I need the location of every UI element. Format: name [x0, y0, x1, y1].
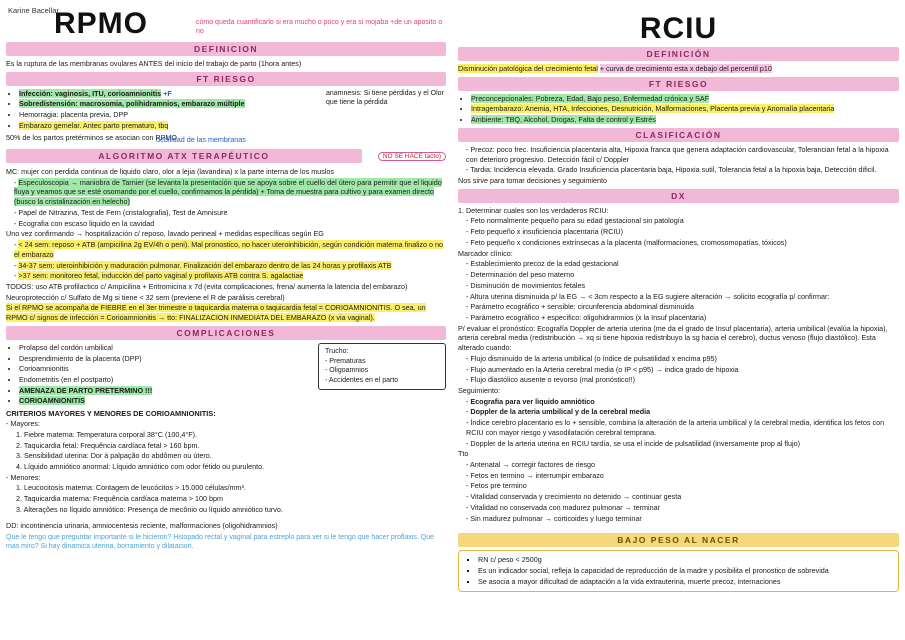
list-item: - Doppler de la arteria umbilical y de la cerebral media [466, 407, 899, 417]
section-header-definicion-rciu: DEFINICIÓN [458, 47, 899, 61]
section-header-bajo-peso: BAJO PESO AL NACER [458, 533, 899, 547]
trucho-title: Trucho: [325, 347, 349, 355]
neuro-text: Neuroprotección c/ Sulfato de Mg si tiene < 32 sem (previene el R de parálisis cerebral) [6, 292, 285, 302]
list-item: - Flujo diastólico ausente o revorso (mal pronóstico!!) [466, 375, 899, 385]
menores-item: 1. Leucocitosis materna: Contagem de leucócitos > 15.000 células/mm³. [16, 483, 246, 493]
list-item: • Intragembarazo: Anemia, HTA, Infecciones, Desnutrición, Malformaciones, Placenta previa y Anomalía placentaria [471, 104, 899, 114]
definicion-rciu-a: Disminución patológica del crecimiento fetal [458, 64, 598, 73]
list-item: - >37 sem: monitoreo fetal, inducción del parto vaginal y profilaxis ATB contra S. agalactiae [14, 271, 446, 281]
list-item: - Vitalidad no conservada con madurez pulmonar → terminar [466, 503, 899, 513]
pronostico-list [458, 354, 899, 385]
mayores-item: 3. Sensibilidad uterina: Dor à palpação do abdômen ou útero. [16, 451, 212, 461]
complicaciones-list [6, 343, 312, 406]
algoritmo-header-row [6, 146, 446, 166]
list-item: - Feto normalmente pequeño para su edad gestacional sin patología [466, 216, 899, 226]
algoritmo-list [6, 178, 446, 229]
list-item: - Disminución de movimientos fetales [466, 281, 899, 291]
list-item: • AMENAZA DE PARTO PRETERMINO !!! [19, 386, 312, 396]
trucho-item: - Prematuras [325, 357, 366, 365]
dx-list [458, 216, 899, 247]
trucho-item: - Accidentes en el parto [325, 377, 399, 385]
list-item: • Prolapso del cordón umbilical [19, 343, 312, 353]
list-item: • Ambiente: TBQ, Alcohol, Drogas, Falta de control y Estrés [471, 115, 899, 125]
list-item: - Feto pequeño x condiciones extrínsecas a la placenta (malformaciones, cromosomopatías, tóxicos) [466, 238, 899, 248]
list-item: - Altura uterina disminuida p/ la EG → < 3cm respecto a la EG sugiere alteración → solicito ecografía p/ confirmar: [466, 292, 899, 302]
mayores-label: - Mayores: [6, 419, 40, 429]
clasificacion-note: Nos sirve para tomar decisiones y seguimiento [458, 176, 608, 186]
seguimiento-list [458, 397, 899, 449]
list-item: - Especuloscopia → maniobra de Tarnier (se levanta la presentación que se apoya sobre el cuello del útero para permitir que el liquido fluya y veamos que se esté osomando por el cuello, confirmamos la pérdida) + Toma de muestra para cultivo y para examen directo (busco la cristalinzación en helecho) [14, 178, 446, 207]
list-item: - Parámetro ecográfico + especifico: oligohidramnios (x la Insuf placentaria) [466, 313, 899, 323]
algoritmo-mc: MC: mujer con perdida continua de liquido claro, olor a lejia (lavandina) x la parte interna de los muslos [6, 167, 335, 177]
riesgo-block [6, 89, 446, 132]
list-item: • Infección: vaginosis, ITU, corioamnionitis +F [19, 89, 320, 99]
section-header-ft-riesgo: FT RIESGO [6, 72, 446, 86]
section-header-dx: DX [458, 189, 899, 203]
section-header-complicaciones: COMPLICACIONES [6, 326, 446, 340]
definicion-rciu [458, 64, 899, 74]
section-header-algoritmo: ALGORITMO ATX TERAPÉUTICO [6, 149, 362, 163]
conducta-list [6, 240, 446, 281]
list-item: - Parámetro ecográfico + sensible: circunferencia abdominal disminuida [466, 302, 899, 312]
list-item: - Ecografia con escaso liquido en la cavidad [14, 219, 446, 229]
list-item: - Doppler de la arteria uterina en RCIU tardía, se usa el incide de pulsatilidad (inversamente prop al flujo) [466, 439, 899, 449]
section-header-definicion: DEFINICION [6, 42, 446, 56]
fiebre-text: Si el RPMO se acompaña de FIEBRE en el 3er trimestre o taquicardia materna o taquicardia fetal = CORIOAMNIONITIS. O sea, un RPMO c/ signos de infección = Corioamnionitis → tto: FINALIZACION INMEDIATA DEL EMBARAZO (x via vaginal). [6, 303, 426, 323]
list-item: ▪ Se asocia a mayor dificultad de adaptación a la vida extrauterina, muerte precoz, internaciones [478, 577, 892, 587]
riesgo-rciu-list [458, 94, 899, 125]
pronostico-head: P/ evaluar el pronóstico: Ecografía Doppler de arteria uterina (me da el grado de Insuf placentaria), arteria umbilical (evalúa la hipoxia), arteria cerebral media (redistribución → xq si tiene hipoxia redistribuyo la sg hacia el cerebro), ductus venoso (flujo diastólico). Esta alterado cuando: [458, 323, 888, 353]
mayores-item: 1. Fiebre materna: Temperatura corporal 38°C (100,4°F). [16, 429, 197, 439]
clasificacion-list [458, 145, 899, 175]
marcador-sub-list [458, 302, 899, 322]
author-name: Karine Bacellar [8, 6, 59, 15]
dd-text: DD: incontinencia urinaria, amniocentesis reciente, malformaciones (oligohidramnios) [6, 520, 278, 530]
list-item: - Feto pequeño x insuficiencia placentaria (RCIU) [466, 227, 899, 237]
riesgo-extra2: debilidad de las membranas [156, 135, 246, 145]
section-header-ft-riesgo-rciu: FT RIESGO [458, 77, 899, 91]
list-item: - Tardia: Incidencia elevada. Grado Insuficiencia placentaria baja, Hipoxia sutil, Tolerancia fetal a la hipoxia baja, Detección dificil. [466, 165, 899, 175]
algoritmo-note: NO SE HACE tacto) [378, 152, 446, 161]
list-item: • Corioamnionitis [19, 364, 312, 374]
list-item: - Ecografia para ver liquido amniótico [466, 397, 899, 407]
list-item: - Flujo disminuido de la arteria umbilical (o índice de pulsatilidad x encima p95) [466, 354, 899, 364]
list-item: • Embarazo gemelar. Antec parto prematuro, tbq [19, 121, 320, 131]
list-item: ▪ RN c/ peso < 2500g [478, 555, 892, 565]
menores-label: - Menores: [6, 472, 41, 482]
list-item: • Preconcepcionales: Pobreza, Edad, Bajo peso, Enfermedad crónica y SAF [471, 94, 899, 104]
criterios-block [6, 409, 446, 514]
footnote-text: Que le tengo que preguntar importante si le hicieron? Hisopado rectal y vaginal para estreplo para ver si le tengo que hacer proflaxis. Que mas miro? Si hay dinamica uterina, borramiento y dilatacion. [6, 534, 435, 551]
list-item: - Fetos en termino → interrumpir embarazo [466, 471, 899, 481]
list-item: - Antenatal → corregir factores de riesgo [466, 460, 899, 470]
menores-item: 3. Alterações no líquido amniótico: Presença de mecônio ou líquido amniótico turvo. [16, 504, 283, 514]
list-item: - 34-37 sem: uteroinhibición y maduración pulmonar. Finalización del embarazo dentro de las 24 horas y profilaxis ATB [14, 261, 446, 271]
title-note-rpmo: cómo queda cuantificarlo si era mucho o poco y era si mojaba +de un aposito o no [196, 19, 443, 35]
trucho-item: - Oligoamnios [325, 367, 369, 375]
seguimiento-label: Seguimiento: [458, 385, 500, 395]
marcador-list [458, 259, 899, 301]
complicaciones-block [6, 343, 446, 407]
mayores-item: 2. Taquicardia fetal: Frequência cardíaca fetal > 160 bpm. [16, 440, 200, 450]
riesgo-list [6, 89, 320, 131]
bajo-peso-list [465, 555, 892, 586]
tto-sub-list [458, 492, 899, 523]
menores-item: 2. Taquicardia materna: Frequência cardíaca materna > 100 bpm [16, 494, 224, 504]
riesgo-extra: 50% de los partos pretérminos se asocian con RPMO [6, 132, 177, 142]
todos-text: TODOS: uso ATB profilactico c/ Ampicilina + Eritromicina x 7d (evita complicaciones, frena/ aumenta la latencia del embarazo) [6, 281, 408, 291]
list-item: - < 24 sem: reposo + ATB (ampicilina 2g EV/4h o peni). Mal pronostico, no hacer uteroinhibición, según condición materna finalizo o no el embarazo [14, 240, 446, 259]
dx-head: 1. Determinar cuales son los verdaderos RCIU: [458, 205, 609, 215]
list-item: • CORIOAMNIONITIS [19, 396, 312, 406]
trucho-box [318, 343, 446, 390]
page-title-rpmo: RPMO [54, 7, 148, 40]
marcador-label: Marcador clínico: [458, 248, 513, 258]
list-item: - Establecimiento precoz de la edad gestacional [466, 259, 899, 269]
list-item: • Sobredistensión: macrosomia, polihidramnios, embarazo múltiple [19, 99, 320, 109]
list-item: - Sin madurez pulmonar → corticoides y luego terminar [466, 514, 899, 524]
list-item: • Desprendimiento de la placenta (DPP) [19, 354, 312, 364]
right-column [452, 0, 905, 640]
list-item: - Flujo aumentado en la Arteria cerebral media (o IP < p95) → indica grado de hipoxia [466, 365, 899, 375]
list-item: - Índice cerebro placentario es lo + sensible, combina la alteración de la arteria umbilical y la cerebral media, identifica los fetos con RCIU con mayor riesgo y vasodilatación cerebral temprana. [466, 418, 899, 437]
tto-label: Tto [458, 449, 469, 459]
list-item: • Hemorragia: placenta previa, DPP [19, 110, 320, 120]
page-title-rciu: RCIU [639, 12, 718, 45]
conducta-head: Uno vez confirmando → hospitalización c/ reposo, lavado perineal + medidas específicas según EG [6, 229, 324, 239]
bajo-peso-box [458, 550, 899, 592]
left-column [0, 0, 452, 640]
criterios-title: CRITERIOS MAYORES Y MENORES DE CORIOAMNIONITIS: [6, 409, 216, 419]
mayores-item: 4. Líquido amniótico anormal: Líquido amniótico com odor fétido ou purulento. [16, 462, 265, 471]
riesgo-plus: +F [163, 88, 172, 98]
tto-list [458, 460, 899, 491]
definicion-rciu-b: + curva de crecimiento esta x debajo del percentil p10 [599, 64, 772, 73]
list-item: • Endometritis (en el postparto) [19, 375, 312, 385]
list-item: - Determinación del peso materno [466, 270, 899, 280]
list-item: - Papel de Nitrazina, Test de Fern (cristalografia), Test de Amnisure [14, 208, 446, 218]
list-item: - Vitalidad conservada y crecimiento no detenido → continuar gesta [466, 492, 899, 502]
list-item: - Precoz: poco frec. Insuficiencia placentaria alta, Hipoxia franca que genera adaptación cardiovascular, Tolerancian fetal a la hipoxia con deterioro progresivo. Detección fácil c/ Doppler [466, 145, 899, 164]
riesgo-side-note: anamnesis: Si tiene pérdidas y el Olor que tiene la pérdida [326, 89, 444, 106]
list-item: ▪ Es un indicador social, refleja la capacidad de reproducción de la madre y posibilita el pronostico de sobrevida [478, 566, 892, 576]
list-item: - Fetos pre termino [466, 481, 899, 491]
section-header-clasificacion: CLASIFICACIÓN [458, 128, 899, 142]
definicion-text: Es la ruptura de las membranas ovulares ANTES del inicio del trabajo de parto (1hora antes) [6, 59, 302, 68]
